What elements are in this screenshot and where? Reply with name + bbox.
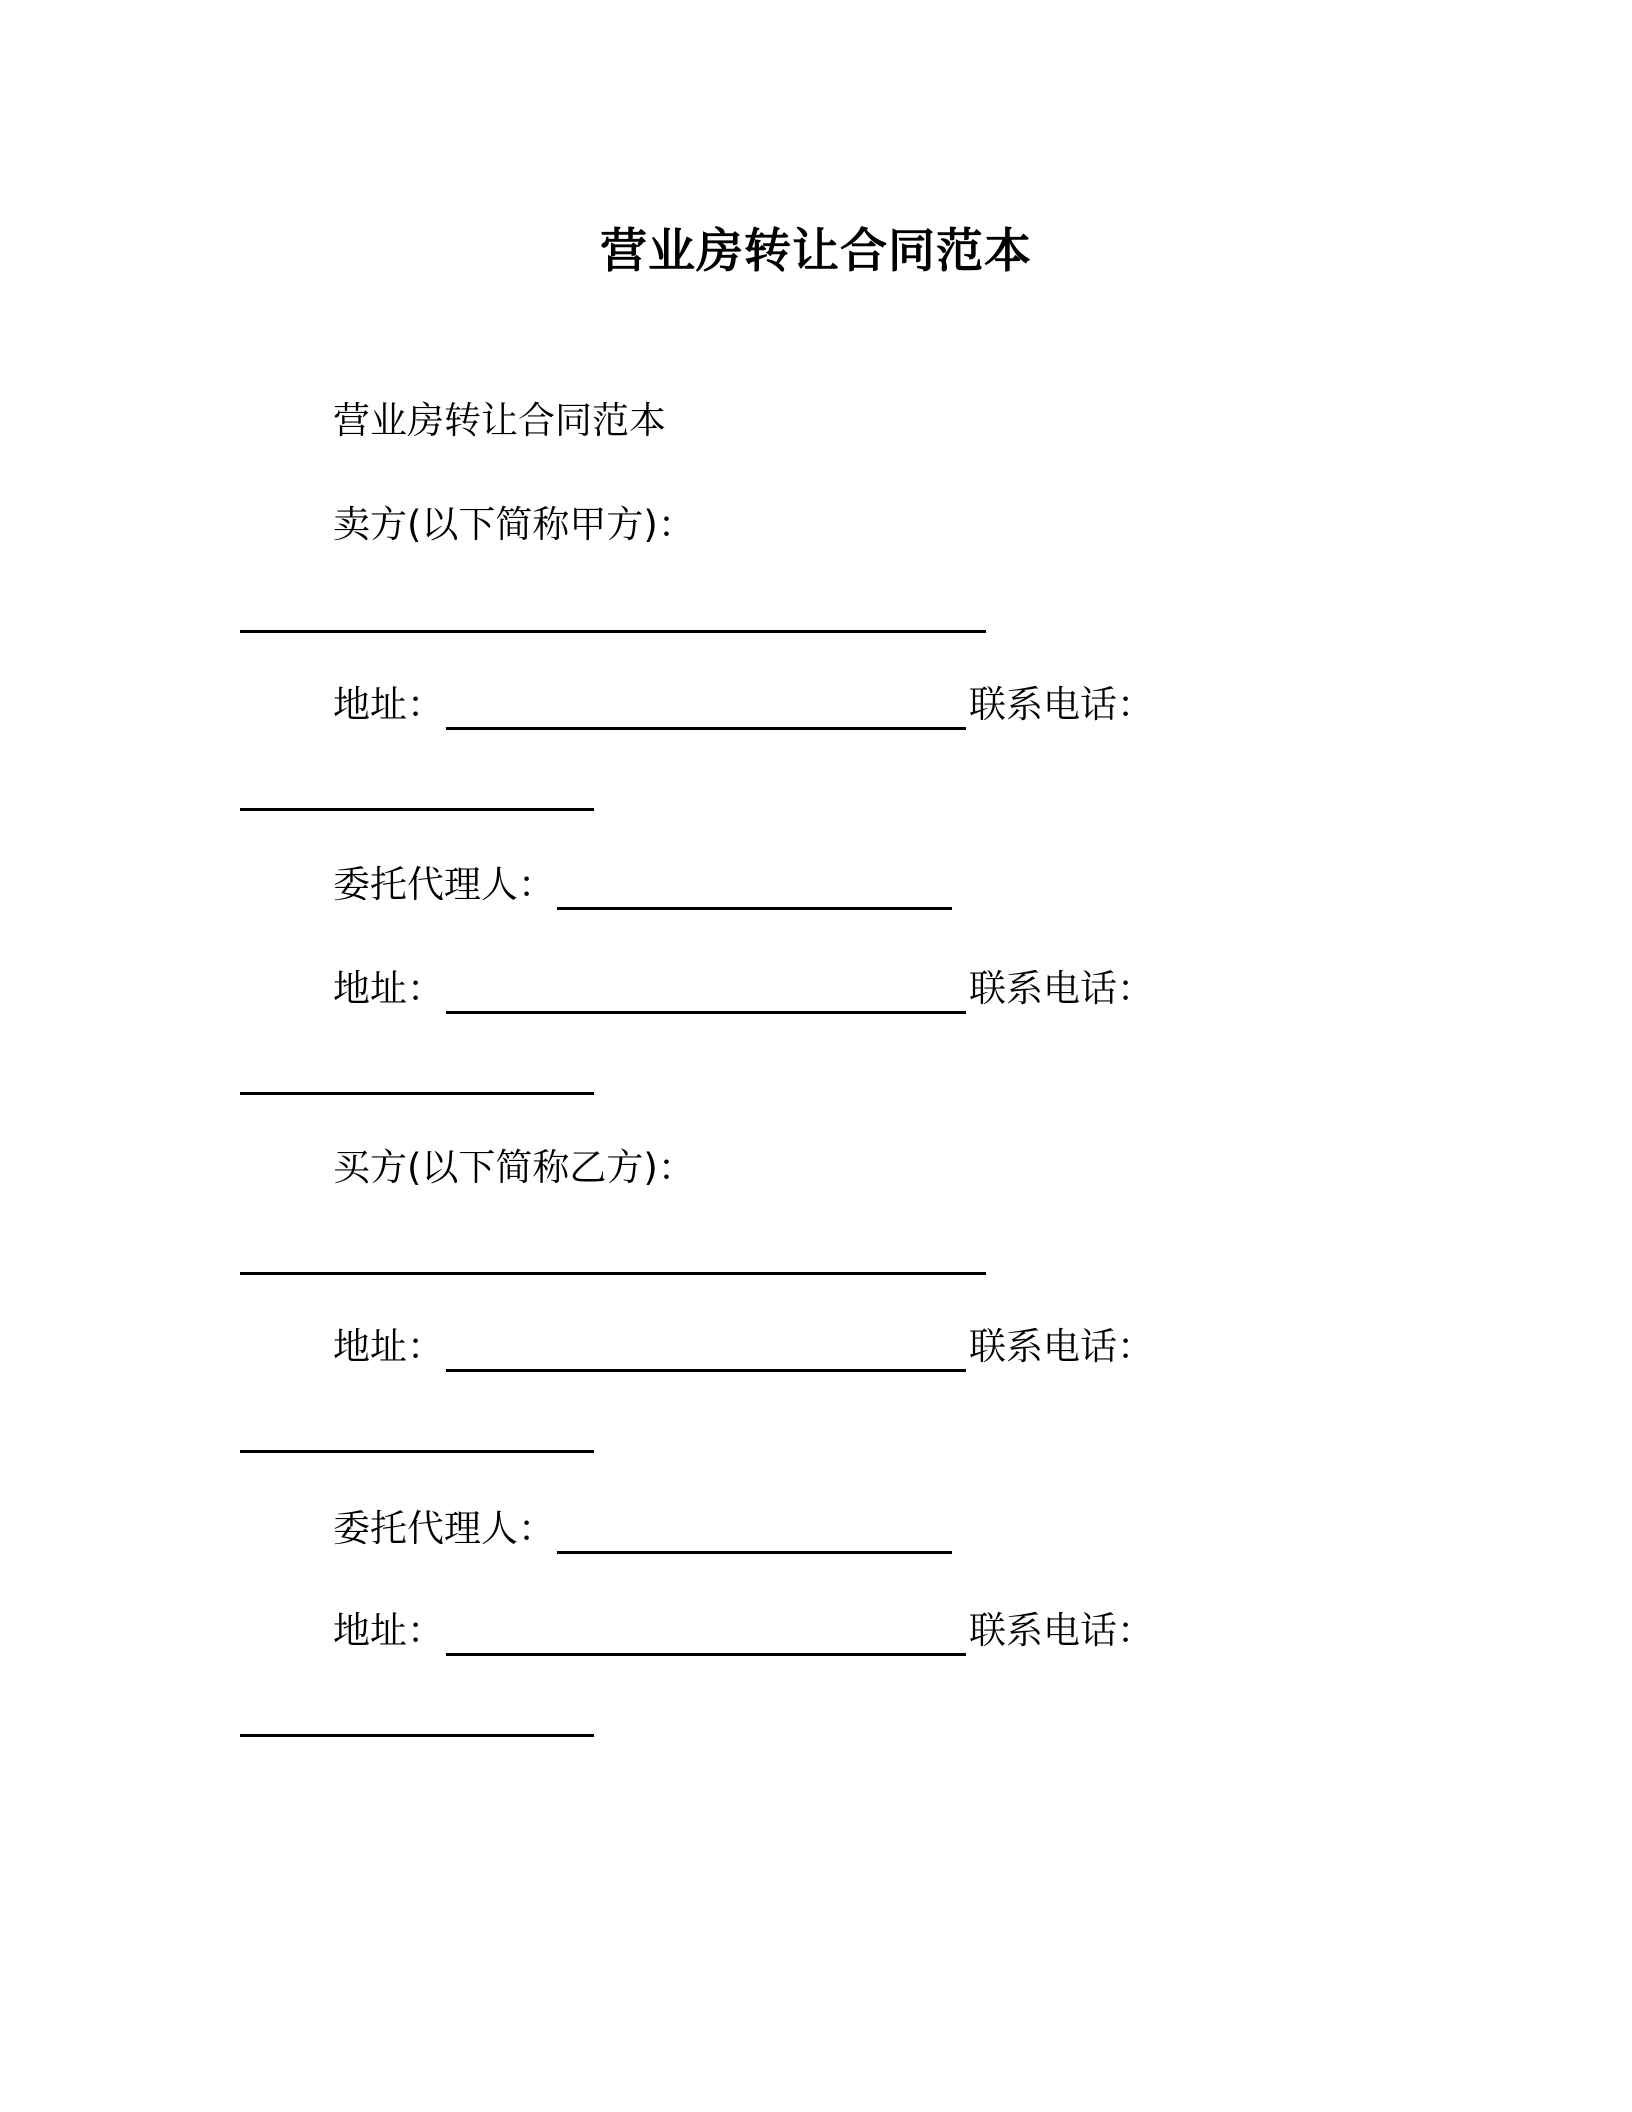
buyer-agent-address-label: 地址： bbox=[333, 1609, 444, 1652]
buyer-phone-label: 联系电话： bbox=[969, 1325, 1154, 1368]
buyer-agent-address-blank[interactable] bbox=[446, 1617, 966, 1656]
seller-agent-blank[interactable] bbox=[557, 871, 952, 910]
seller-agent-address-blank[interactable] bbox=[446, 975, 966, 1014]
document-title: 营业房转让合同范本 bbox=[600, 224, 1032, 279]
seller-agent-row bbox=[333, 860, 952, 910]
buyer-agent-label: 委托代理人： bbox=[333, 1507, 555, 1550]
seller-address-blank[interactable] bbox=[446, 691, 966, 730]
seller-phone-field[interactable] bbox=[240, 772, 594, 824]
seller-address-row bbox=[333, 680, 1154, 730]
seller-name-field[interactable] bbox=[240, 594, 986, 646]
seller-address-label: 地址： bbox=[333, 683, 444, 726]
seller-phone-blank[interactable] bbox=[240, 772, 594, 811]
buyer-address-label: 地址： bbox=[333, 1325, 444, 1368]
buyer-agent-address-row bbox=[333, 1606, 1154, 1656]
buyer-address-blank[interactable] bbox=[446, 1333, 966, 1372]
buyer-agent-phone-label: 联系电话： bbox=[969, 1609, 1154, 1652]
seller-name-blank[interactable] bbox=[240, 594, 986, 633]
buyer-agent-blank[interactable] bbox=[557, 1515, 952, 1554]
seller-agent-phone-blank[interactable] bbox=[240, 1056, 594, 1095]
seller-agent-phone-label: 联系电话： bbox=[969, 967, 1154, 1010]
buyer-agent-phone-field[interactable] bbox=[240, 1698, 594, 1750]
buyer-label: 买方(以下简称乙方)： bbox=[333, 1146, 695, 1189]
buyer-agent-row bbox=[333, 1504, 952, 1554]
buyer-address-row bbox=[333, 1322, 1154, 1372]
seller-label: 卖方(以下简称甲方)： bbox=[333, 503, 695, 546]
buyer-phone-blank[interactable] bbox=[240, 1414, 594, 1453]
seller-agent-address-label: 地址： bbox=[333, 967, 444, 1010]
buyer-name-blank[interactable] bbox=[240, 1236, 986, 1275]
seller-agent-address-row bbox=[333, 964, 1154, 1014]
buyer-agent-phone-blank[interactable] bbox=[240, 1698, 594, 1737]
subtitle: 营业房转让合同范本 bbox=[333, 399, 666, 442]
seller-phone-label: 联系电话： bbox=[969, 683, 1154, 726]
buyer-phone-field[interactable] bbox=[240, 1414, 594, 1466]
seller-agent-phone-field[interactable] bbox=[240, 1056, 594, 1108]
seller-agent-label: 委托代理人： bbox=[333, 863, 555, 906]
buyer-name-field[interactable] bbox=[240, 1236, 986, 1288]
